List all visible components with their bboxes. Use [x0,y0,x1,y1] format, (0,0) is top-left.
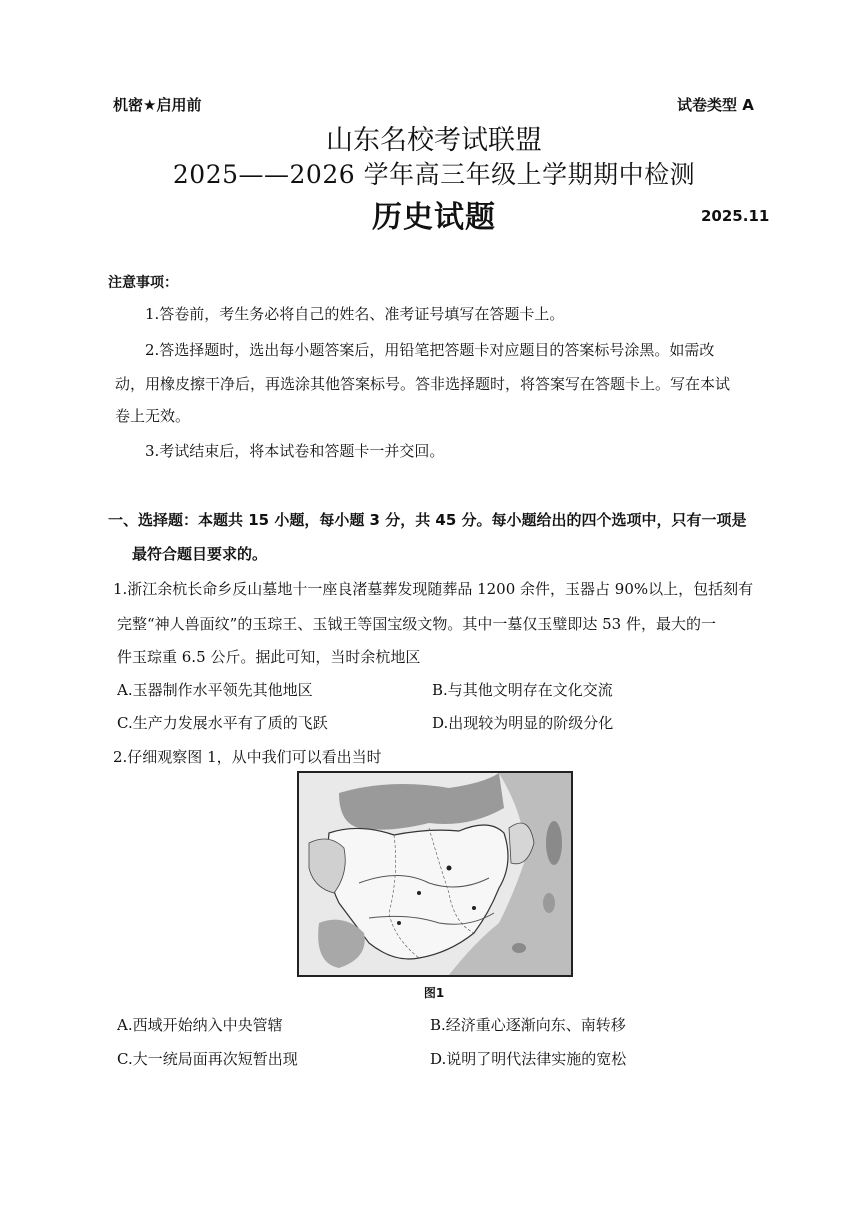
figure-caption: 图1 [423,986,445,1000]
question-2-option-b: B.经济重心逐渐向东、南转移 [430,1016,626,1034]
question-1-option-a: A.玉器制作水平领先其他地区 [117,681,313,699]
historical-map-figure [297,771,573,977]
question-1-option-b: B.与其他文明存在文化交流 [432,681,613,699]
exam-date: 2025.11 [701,207,770,225]
question-1-stem-line-2: 完整“神人兽面纹”的玉琮王、玉钺王等国宝级文物。其中一墓仅玉璧即达 53 件，最大的一 [117,615,716,633]
section-heading-line-1: 一、选择题：本题共 15 小题，每小题 3 分，共 45 分。每小题给出的四个选项中，只有一项是 [108,511,747,529]
notice-title: 注意事项： [108,275,178,291]
map-drawing [299,773,571,975]
notice-item-2-line-2: 动，用橡皮擦干净后，再选涂其他答案标号。答非选择题时，将答案写在答题卡上。写在本试 [115,375,731,393]
question-1-option-c: C.生产力发展水平有了质的飞跃 [117,714,328,732]
notice-item-1: 1.答卷前，考生务必将自己的姓名、准考证号填写在答题卡上。 [145,305,565,323]
question-1-stem-line-1: 1.浙江余杭长命乡反山墓地十一座良渚墓葬发现随葬品 1200 余件，玉器占 90%以上，包括刻有 [113,580,754,598]
notice-item-3: 3.考试结束后，将本试卷和答题卡一并交回。 [145,442,445,460]
section-heading-line-2: 最符合题目要求的。 [132,545,268,563]
question-2-option-d: D.说明了明代法律实施的宽松 [430,1050,627,1068]
question-1-stem-line-3: 件玉琮重 6.5 公斤。据此可知，当时余杭地区 [117,648,421,666]
question-2-stem: 2.仔细观察图 1，从中我们可以看出当时 [113,748,382,766]
notice-item-2-line-3: 卷上无效。 [115,407,191,425]
alliance-title: 山东名校考试联盟 [326,125,542,156]
exam-title: 2025——2026 学年高三年级上学期期中检测 [172,160,696,189]
subject-title: 历史试题 [372,200,496,235]
notice-item-2-line-1: 2.答选择题时，选出每小题答案后，用铅笔把答题卡对应题目的答案标号涂黑。如需改 [145,341,715,359]
paper-type-label: 试卷类型 A [677,96,754,114]
confidential-label: 机密★启用前 [113,96,202,114]
question-2-option-c: C.大一统局面再次短暂出现 [117,1050,298,1068]
question-2-option-a: A.西域开始纳入中央管辖 [117,1016,283,1034]
question-1-option-d: D.出现较为明显的阶级分化 [432,714,614,732]
